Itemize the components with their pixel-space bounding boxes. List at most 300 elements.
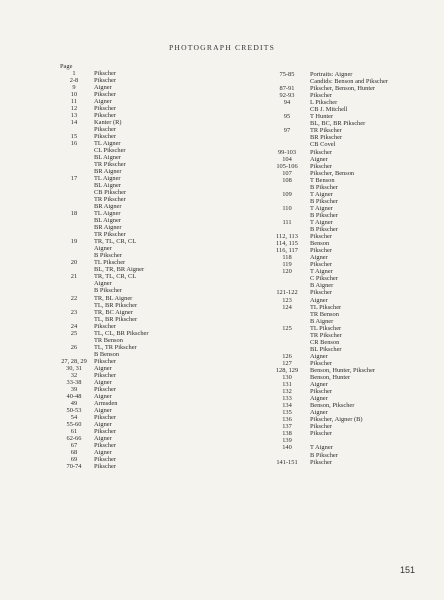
credit-photographer: T Aigner: [310, 268, 333, 276]
credit-photographer: Benson, Hunter: [310, 374, 351, 382]
credit-photographer: Aigner: [310, 409, 328, 417]
credit-page: 135: [282, 409, 292, 417]
credit-page: [60, 337, 88, 344]
credit-page: 15: [70, 133, 78, 141]
credit-photographer: C Pikscher: [310, 275, 338, 283]
credit-photographer: Aigner: [310, 155, 328, 163]
credit-page: 24: [70, 322, 78, 330]
credit-page: [60, 182, 88, 189]
credit-row: [271, 452, 441, 459]
credit-row: [271, 268, 441, 275]
credit-page: 50-53: [66, 406, 82, 414]
credit-photographer: Aigner: [94, 245, 112, 253]
credit-row: [60, 112, 240, 119]
credit-page: 19: [70, 238, 78, 246]
credit-photographer: Pikscher: [94, 357, 117, 365]
credit-page: 125: [282, 324, 292, 332]
credit-page: 22: [70, 294, 78, 302]
credit-row: [271, 275, 441, 282]
credit-row: [271, 374, 441, 381]
credit-row: [271, 113, 441, 120]
credit-row: [60, 379, 240, 386]
credit-photographer: BL Pikscher: [310, 345, 342, 353]
credit-photographer: B Pikscher: [310, 183, 338, 191]
credit-row: [60, 273, 240, 280]
credit-page: [271, 452, 303, 459]
credit-page: 16: [70, 140, 78, 148]
credit-page: [271, 339, 303, 346]
credit-row: [60, 351, 240, 358]
credit-photographer: Pikscher: [94, 322, 117, 330]
credit-row: [60, 372, 240, 379]
credit-row: [271, 282, 441, 289]
credit-page: [60, 351, 88, 358]
credit-row: [60, 295, 240, 302]
credit-row: [60, 344, 240, 351]
credit-photographer: T Aigner: [310, 218, 333, 226]
credit-photographer: TR Benson: [94, 336, 123, 344]
credit-page: [60, 316, 88, 323]
credit-row: [60, 252, 240, 259]
credit-photographer: TR, BL Aigner: [94, 294, 133, 302]
credit-page: 75-85: [279, 71, 295, 78]
credit-page: 120: [282, 268, 292, 276]
credit-page: 68: [70, 448, 78, 456]
credit-row: [271, 106, 441, 113]
credit-photographer: BL Aigner: [94, 154, 121, 162]
credit-photographer: Aigner: [310, 254, 328, 262]
credit-photographer: Aigner: [94, 364, 112, 372]
credit-row: [271, 219, 441, 226]
credit-page: 136: [282, 416, 292, 424]
credit-page: 108: [282, 176, 292, 184]
credit-photographer: Aigner: [94, 434, 112, 442]
credit-photographer: Pikscher: [94, 455, 117, 463]
credit-page: [60, 196, 88, 203]
credit-page: 87-91: [279, 85, 295, 93]
credit-page: 69: [70, 455, 78, 463]
credit-photographer: Pikscher: [94, 70, 117, 77]
credits-column-left: [60, 63, 240, 470]
credit-row: [271, 240, 441, 247]
credit-photographer: Portraits: Aigner: [310, 71, 353, 78]
credit-page: 70-74: [66, 462, 82, 470]
credit-row: [60, 98, 240, 105]
credit-photographer: CB Pikscher: [94, 189, 127, 197]
credit-photographer: Benson: [310, 240, 330, 248]
credit-row: [60, 330, 240, 337]
credit-row: [271, 402, 441, 409]
credit-page: 133: [282, 395, 292, 403]
credit-row: [60, 407, 240, 414]
credit-row: [271, 163, 441, 170]
credit-row: [60, 456, 240, 463]
credit-photographer: B Aigner: [310, 317, 334, 325]
credit-page: 137: [282, 423, 292, 431]
credit-row: [271, 437, 441, 444]
credit-photographer: Pikscher: [310, 388, 333, 396]
credit-row: [271, 120, 441, 127]
credit-photographer: Pikscher: [94, 385, 117, 393]
credit-page: [60, 252, 88, 259]
credit-row: [60, 203, 240, 210]
credit-page: [60, 245, 88, 252]
credit-page: 17: [70, 175, 78, 183]
credit-row: [271, 304, 441, 311]
credit-row: [271, 423, 441, 430]
credit-row: [60, 316, 240, 323]
credit-photographer: B Pikscher: [310, 451, 338, 459]
credit-page: 40-48: [66, 392, 82, 400]
credit-row: [60, 147, 240, 154]
credit-photographer: Candids: Benson and Pikscher: [310, 78, 388, 86]
credit-page: 110: [282, 204, 292, 212]
credit-page: 139: [282, 437, 292, 445]
credit-row: [271, 212, 441, 219]
credit-page: 14: [70, 119, 78, 127]
credit-photographer: BL, BC, BR Pikscher: [310, 120, 366, 128]
credit-photographer: Pikscher: [94, 105, 117, 113]
credit-page: 97: [283, 127, 291, 135]
credit-photographer: Aigner: [310, 395, 328, 403]
credit-page: 99-103: [277, 148, 297, 156]
credit-page: 141-151: [276, 458, 298, 466]
credit-page: 67: [70, 441, 78, 449]
credit-row: [271, 367, 441, 374]
credit-row: [60, 182, 240, 189]
credit-photographer: TL Pikscher: [94, 259, 126, 267]
credit-row: [271, 205, 441, 212]
credit-page: 118: [282, 254, 292, 262]
credit-row: [60, 175, 240, 182]
credit-row: [271, 184, 441, 191]
credit-photographer: Pikscher: [310, 423, 333, 431]
credit-photographer: T Benson: [310, 176, 335, 184]
credit-photographer: Benson, Pikscher: [310, 402, 355, 410]
credit-photographer: Pikscher: [310, 233, 333, 241]
credit-row: [60, 168, 240, 175]
credit-photographer: TR Pikscher: [94, 161, 126, 169]
credit-photographer: TL Pikscher: [310, 303, 342, 311]
credit-row: [271, 459, 441, 466]
credit-row: [60, 70, 240, 77]
credit-photographer: TR, TL, CR, CL: [94, 273, 137, 281]
credit-page: [60, 147, 88, 154]
credit-photographer: Pikscher, Benson: [310, 169, 355, 177]
credit-page: 21: [70, 273, 78, 281]
credit-row: [271, 444, 441, 451]
credit-photographer: B Pikscher: [94, 287, 122, 295]
credit-photographer: T Aigner: [310, 190, 333, 198]
credit-page: 134: [282, 402, 292, 410]
credit-row: [271, 297, 441, 304]
credit-photographer: CL Pikscher: [94, 147, 126, 155]
credit-photographer: CB J. Mitchell: [310, 106, 348, 114]
credit-page: [271, 332, 303, 339]
credit-row: [271, 177, 441, 184]
credit-photographer: TL Aigner: [94, 140, 121, 148]
credit-row: [271, 99, 441, 106]
credit-page: [60, 168, 88, 175]
credit-page: 123: [282, 296, 292, 304]
credit-photographer: Pikscher: [310, 359, 333, 367]
credit-page: [60, 302, 88, 309]
credit-page: [271, 275, 303, 282]
credit-page: 105-106: [276, 162, 298, 170]
credit-row: [271, 92, 441, 99]
credit-photographer: [303, 437, 310, 444]
credit-page: 111: [282, 218, 292, 226]
credit-row: [271, 289, 441, 296]
credit-photographer: Pikscher: [310, 162, 333, 170]
credit-page: 55-60: [66, 420, 82, 428]
credit-page: 23: [70, 308, 78, 316]
credit-page: 121-122: [276, 289, 298, 297]
credit-row: [271, 156, 441, 163]
credit-page: [271, 134, 303, 141]
credit-row: [60, 442, 240, 449]
credit-page: 11: [70, 98, 78, 106]
credit-page: 62-66: [66, 434, 82, 442]
credit-row: [60, 210, 240, 217]
credit-page: 26: [70, 343, 78, 351]
page-number: 151: [399, 565, 415, 575]
column-header-page: Page: [60, 63, 73, 70]
credit-row: [60, 323, 240, 330]
credit-page: 95: [283, 113, 291, 121]
credit-photographer: TR Pikscher: [310, 127, 342, 135]
credit-row: [271, 254, 441, 261]
credit-page: 127: [282, 359, 292, 367]
credit-photographer: Pikscher: [310, 458, 333, 466]
credit-page: 25: [70, 329, 78, 337]
credit-photographer: Pikscher: [310, 247, 333, 255]
credit-row: [271, 388, 441, 395]
credit-page: [60, 280, 88, 287]
credit-row: [60, 302, 240, 309]
credit-photographer: Aigner: [310, 296, 328, 304]
credit-photographer: Pikscher: [94, 112, 117, 120]
credit-page: 18: [70, 210, 78, 218]
credit-page: 49: [70, 399, 78, 407]
credit-page: [60, 287, 88, 294]
credit-row: [60, 435, 240, 442]
credit-photographer: Pikscher: [94, 427, 117, 435]
credit-row: [271, 360, 441, 367]
credit-photographer: Aigner: [94, 280, 112, 288]
credit-row: [60, 309, 240, 316]
credit-photographer: TL Aigner: [94, 210, 121, 218]
credit-row: [271, 85, 441, 92]
credit-photographer: Pikscher: [310, 148, 333, 156]
credit-photographer: T Aigner: [310, 204, 333, 212]
credit-row: [271, 395, 441, 402]
credit-row: [271, 261, 441, 268]
credit-page: [271, 212, 303, 219]
credit-row: [271, 332, 441, 339]
credit-row: [271, 149, 441, 156]
credit-photographer: B Aigner: [310, 282, 334, 290]
credit-row: [60, 287, 240, 294]
credit-row: [60, 421, 240, 428]
credit-photographer: Kanter (R): [94, 119, 122, 127]
credit-row: [271, 191, 441, 198]
credit-page: 39: [70, 385, 78, 393]
credit-row: [271, 233, 441, 240]
credit-page: 9: [72, 84, 76, 92]
credit-row: [271, 353, 441, 360]
credit-photographer: Pikscher, Benson, Hunter: [310, 85, 376, 93]
credit-photographer: TR Pikscher: [310, 331, 342, 339]
credit-page: [271, 282, 303, 289]
credit-page: [271, 318, 303, 325]
credit-row: [60, 428, 240, 435]
credit-page: 140: [282, 444, 292, 452]
credit-row: [60, 231, 240, 238]
credit-page: [271, 226, 303, 233]
credits-list-right: [271, 71, 441, 466]
credit-photographer: CR Benson: [310, 338, 340, 346]
credit-row: [271, 71, 441, 78]
credit-page: 128, 129: [275, 366, 299, 374]
credit-photographer: Aigner: [310, 352, 328, 360]
credit-page: [271, 106, 303, 113]
credit-page: 92-93: [279, 92, 295, 100]
credit-page: [271, 141, 303, 148]
credit-photographer: T Hunter: [310, 113, 334, 121]
credit-page: [60, 161, 88, 168]
credit-page: 61: [70, 427, 78, 435]
credit-row: [60, 84, 240, 91]
credit-row: [60, 161, 240, 168]
credit-row: [60, 196, 240, 203]
credit-page: [60, 231, 88, 238]
credit-photographer: Pikscher: [94, 441, 117, 449]
credit-row: [60, 386, 240, 393]
credit-photographer: TR Pikscher: [94, 196, 126, 204]
credit-page: 27, 28, 29: [61, 357, 87, 365]
credit-row: [271, 339, 441, 346]
credit-photographer: B Pikscher: [310, 226, 338, 234]
credit-photographer: TL, BR Pikscher: [94, 315, 138, 323]
credit-photographer: Pikscher: [94, 371, 117, 379]
credit-page: 131: [282, 381, 292, 389]
credit-page: [60, 154, 88, 161]
credit-photographer: CB Covel: [310, 141, 336, 149]
credit-photographer: Pikscher: [310, 430, 333, 438]
credit-photographer: BR Aigner: [94, 168, 122, 176]
credit-row: [60, 337, 240, 344]
credit-row: [60, 365, 240, 372]
credit-photographer: BL Aigner: [94, 217, 121, 225]
credit-photographer: TR Benson: [310, 310, 339, 318]
credit-row: [60, 245, 240, 252]
credit-photographer: BL, TR, BR Aigner: [94, 266, 145, 274]
credit-row: [271, 311, 441, 318]
credit-row: [271, 198, 441, 205]
credit-photographer: Aigner: [94, 84, 112, 92]
credit-row: [271, 325, 441, 332]
credit-row: [271, 134, 441, 141]
credit-row: [60, 126, 240, 133]
credit-page: [271, 78, 303, 85]
credit-page: 107: [282, 169, 292, 177]
credit-page: 1: [72, 70, 76, 77]
credit-row: [60, 77, 240, 84]
credit-row: [60, 463, 240, 470]
credit-row: [271, 318, 441, 325]
credit-page: [271, 184, 303, 191]
credit-row: [271, 170, 441, 177]
credit-photographer: BL Aigner: [94, 182, 121, 190]
credit-row: [60, 238, 240, 245]
credit-photographer: TL, TR Pikscher: [94, 343, 137, 351]
credit-row: [60, 91, 240, 98]
credit-row: [60, 259, 240, 266]
credit-page: 94: [283, 99, 291, 107]
credit-photographer: Aigner: [94, 420, 112, 428]
credit-photographer: Pikscher: [94, 133, 117, 141]
credit-page: 32: [70, 371, 78, 379]
credit-photographer: Aigner: [94, 378, 112, 386]
credit-photographer: BR Aigner: [94, 203, 122, 211]
credit-row: [271, 141, 441, 148]
credit-page: 138: [282, 430, 292, 438]
credit-photographer: BR Pikscher: [310, 134, 343, 142]
credit-row: [271, 127, 441, 134]
credit-photographer: Pikscher: [94, 126, 117, 134]
credit-photographer: Aigner: [94, 448, 112, 456]
credit-row: [60, 119, 240, 126]
credit-photographer: Pikscher: [310, 289, 333, 297]
credit-page: 119: [282, 261, 292, 269]
credit-photographer: B Pikscher: [310, 211, 338, 219]
credit-page: [271, 120, 303, 127]
credit-page: 10: [70, 91, 78, 99]
credit-page: [271, 346, 303, 353]
credit-photographer: Pikscher: [94, 91, 117, 99]
credit-page: 13: [70, 112, 78, 120]
credit-row: [60, 140, 240, 147]
credit-row: [60, 133, 240, 140]
credit-photographer: Aigner: [94, 392, 112, 400]
credit-photographer: B Benson: [94, 350, 120, 358]
credit-page: 112, 113: [276, 233, 298, 241]
credit-page: [60, 217, 88, 224]
credit-page: [60, 203, 88, 210]
credit-photographer: TR, BC Aigner: [94, 308, 133, 316]
credit-photographer: TL Pikscher: [310, 324, 342, 332]
credit-photographer: Pikscher: [310, 92, 333, 100]
credit-photographer: Pikscher: [94, 77, 117, 85]
credit-photographer: TL, CL, BR Pikscher: [94, 329, 149, 337]
credit-row: [271, 226, 441, 233]
credit-photographer: TL, BR Pikscher: [94, 301, 138, 309]
credit-photographer: Aigner: [94, 98, 112, 106]
credit-photographer: TR, TL, CR, CL: [94, 238, 137, 246]
credit-photographer: Pikscher: [310, 261, 333, 269]
credit-page: 114, 115: [276, 240, 298, 248]
credit-photographer: Aigner: [310, 381, 328, 389]
credit-page: 20: [70, 259, 78, 267]
credit-photographer: B Pikscher: [94, 252, 122, 260]
credit-page: [60, 224, 88, 231]
credit-page: 116, 117: [276, 247, 298, 255]
credit-row: [271, 247, 441, 254]
credit-page: 54: [70, 413, 78, 421]
credit-row: [60, 400, 240, 407]
credit-row: [60, 266, 240, 273]
